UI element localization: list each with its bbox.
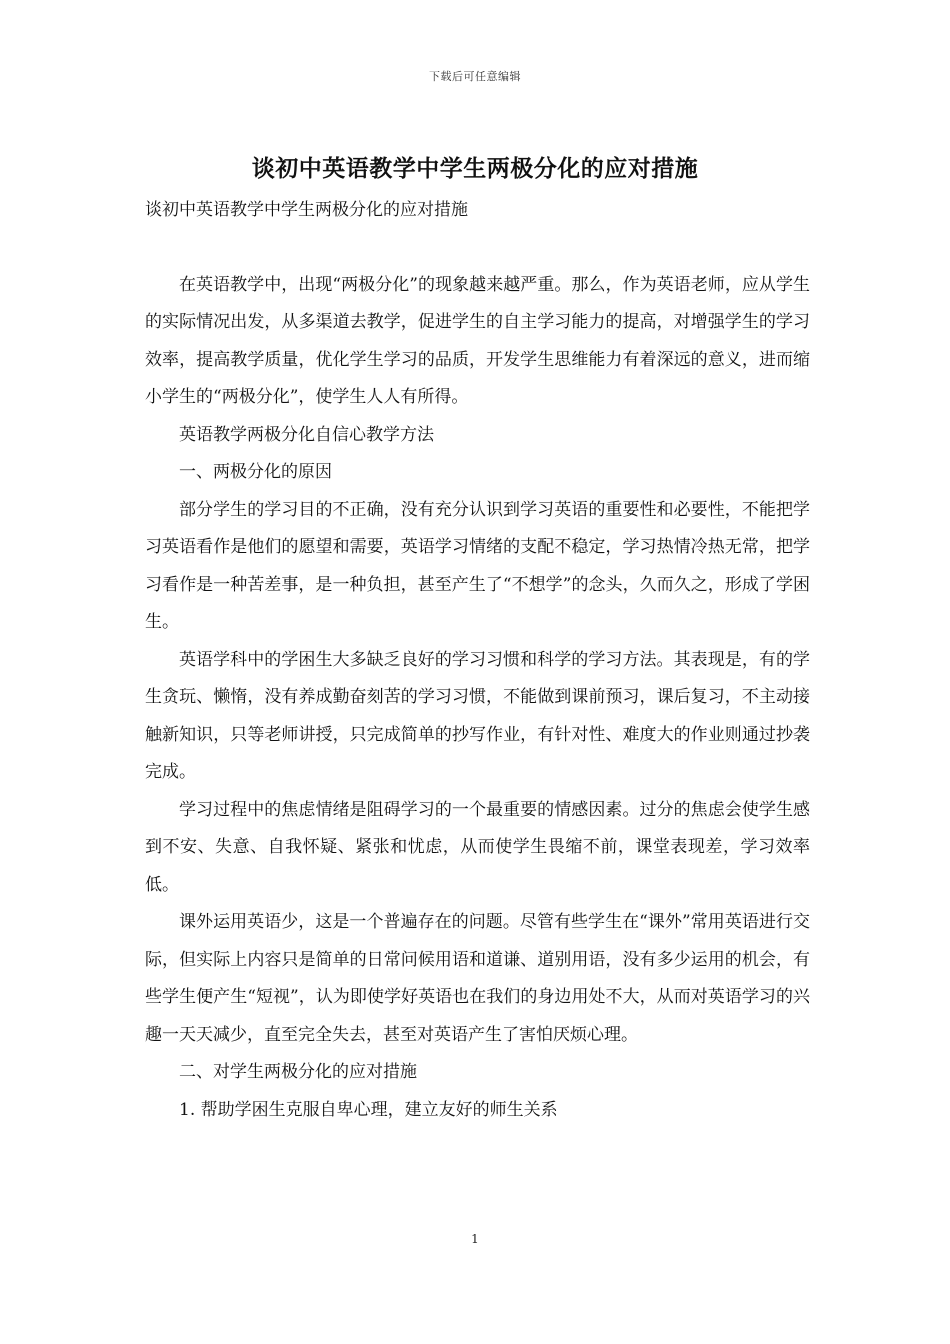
section-heading-causes: 一、两极分化的原因 — [179, 462, 332, 482]
paragraph-cause-anxiety: 学习过程中的焦虑情绪是阻碍学习的一个最重要的情感因素。过分的焦虑会使学生感到不安、失意、自我怀疑、紧张和忧虑，从而使学生畏缩不前，课堂表现差，学习效率低。 — [145, 799, 810, 895]
subsection-heading-measure-1: 1. 帮助学困生克服自卑心理，建立友好的师生关系 — [179, 1099, 558, 1120]
paragraph-cause-motivation: 部分学生的学习目的不正确，没有充分认识到学习英语的重要性和必要性，不能把学习英语看作是他们的愿望和需要，英语学习情绪的支配不稳定，学习热情冷热无常，把学习看作是一种苦差事，是一种负担，甚至产生了“不想学”的念头，久而久之，形成了学困生。 — [145, 499, 810, 632]
document-title: 谈初中英语教学中学生两极分化的应对措施 — [251, 155, 699, 182]
page-number: 1 — [471, 1232, 479, 1246]
paragraph-cause-habits: 英语学科中的学困生大多缺乏良好的学习习惯和科学的学习方法。其表现是，有的学生贪玩、懒惰，没有养成勤奋刻苦的学习习惯，不能做到课前预习，课后复习，不主动接触新知识，只等老师讲授，只完成简单的抄写作业，有针对性、难度大的作业则通过抄袭完成。 — [145, 649, 810, 782]
paragraph-intro: 在英语教学中，出现“两极分化”的现象越来越严重。那么，作为英语老师，应从学生的实际情况出发，从多渠道去教学，促进学生的自主学习能力的提高，对增强学生的学习效率，提高教学质量，优化学生学习的品质，开发学生思维能力有着深远的意义，进而缩小学生的“两极分化”，使学生人人有所得。 — [145, 274, 810, 407]
section-heading-measures: 二、对学生两极分化的应对措施 — [179, 1062, 417, 1082]
document-body — [145, 192, 810, 1129]
document-subtitle: 谈初中英语教学中学生两极分化的应对措施 — [145, 200, 468, 220]
paragraph-keywords: 英语教学两极分化自信心教学方法 — [179, 424, 434, 445]
page-header-note: 下载后可任意编辑 — [429, 70, 521, 83]
paragraph-cause-practice: 课外运用英语少，这是一个普遍存在的问题。尽管有些学生在“课外”常用英语进行交际，但实际上内容只是简单的日常问候用语和道谦、道别用语，没有多少运用的机会，有些学生便产生“短视”，认为即使学好英语也在我们的身边用处不大，从而对英语学习的兴趣一天天减少，直至完全失去，甚至对英语产生了害怕厌烦心理。 — [145, 912, 810, 1045]
